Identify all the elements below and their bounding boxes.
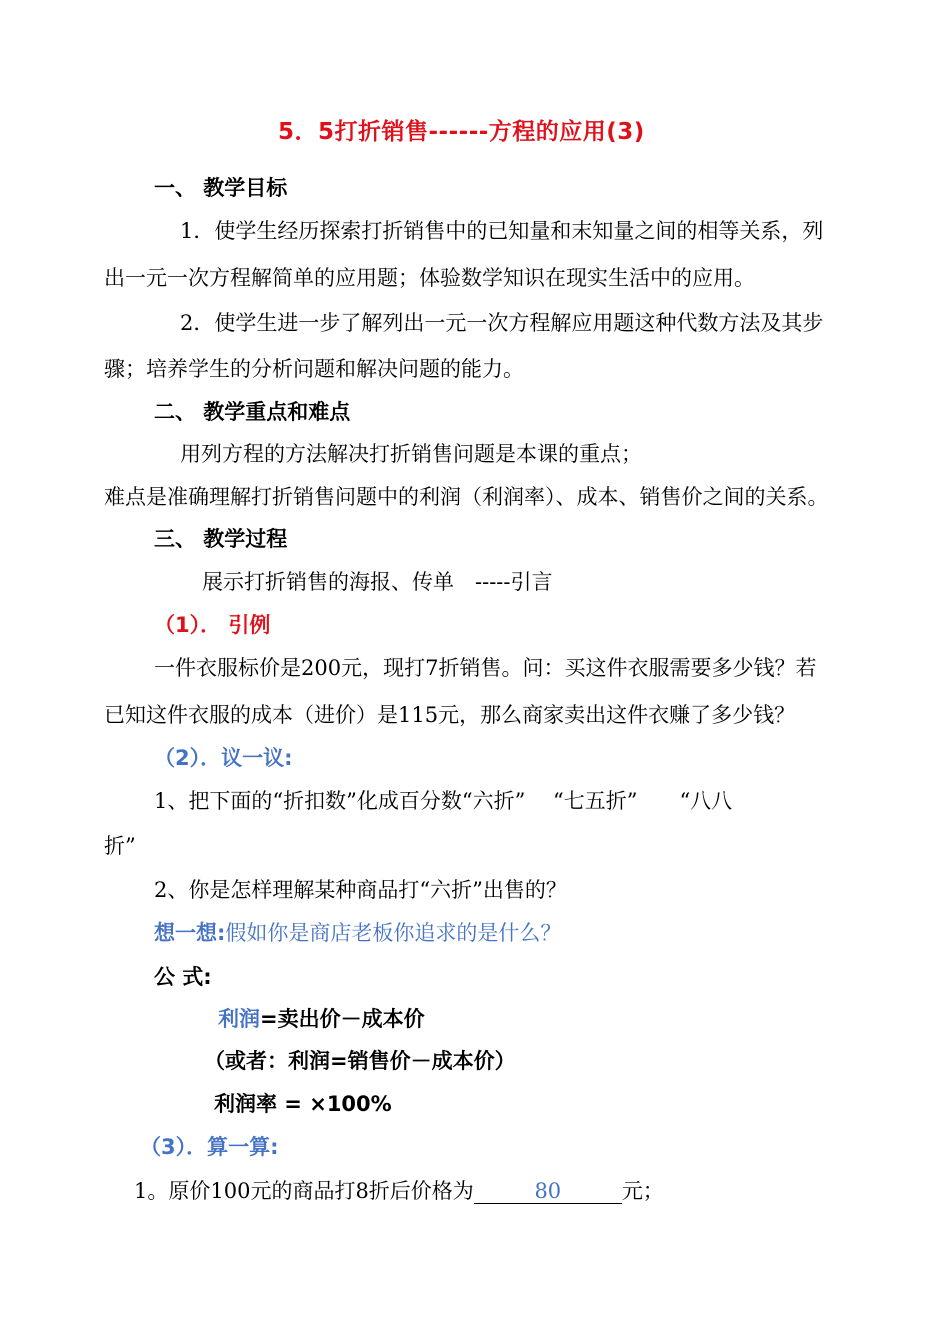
calc-question-1-unit: 元； (621, 1179, 664, 1203)
discuss-question-2: 2、你是怎样理解某种商品打“六折”出售的？ (154, 878, 567, 902)
formula-label: 公 式: (154, 965, 212, 989)
objective-1-line-2: 出一元一次方程解简单的应用题；体验数学知识在现实生活中的应用。 (104, 266, 755, 290)
discuss-heading: （2）．议一议: (154, 746, 293, 770)
calc-question-1-text: 1。原价100元的商品打8折后价格为 (134, 1179, 474, 1203)
formula-profit-expression: =卖出价－成本价 (260, 1007, 425, 1031)
objective-2-line-1: 2．使学生进一步了解列出一元一次方程解应用题这种代数方法及其步 (180, 311, 824, 335)
formula-profit-label: 利润 (218, 1007, 260, 1031)
discuss-question-1-line-2: 折” (104, 834, 136, 858)
formula-alternative: （或者：利润=销售价－成本价） (204, 1049, 516, 1073)
example-line-2: 已知这件衣服的成本（进价）是115元，那么商家卖出这件衣赚了多少钱？ (104, 703, 796, 727)
think-text: 假如你是商店老板你追求的是什么？ (225, 921, 562, 945)
page-title: 5．5打折销售------方程的应用(3) (278, 119, 645, 145)
difficulty-text: 难点是准确理解打折销售问题中的利润（利润率）、成本、销售价之间的关系。 (104, 485, 829, 509)
example-line-1: 一件衣服标价是200元，现打7折销售。问：买这件衣服需要多少钱？若 (154, 656, 817, 680)
section-heading-key-points: 二、 教学重点和难点 (154, 400, 351, 424)
section-heading-objectives: 一、 教学目标 (154, 176, 288, 200)
calc-answer-blank (474, 1179, 622, 1204)
objective-2-line-2: 骤；培养学生的分析问题和解决问题的能力。 (104, 357, 524, 381)
formula-profit-rate: 利润率 = ×100% (214, 1092, 392, 1116)
calc-question-1 (134, 1176, 664, 1206)
think-label: 想一想: (154, 921, 226, 945)
objective-1-line-1: 1．使学生经历探索打折销售中的已知量和末知量之间的相等关系，列 (180, 219, 824, 243)
discuss-question-1-line-1: 1、把下面的“折扣数”化成百分数“六折” “七五折” “八八 (154, 789, 733, 813)
section-heading-process: 三、 教学过程 (154, 527, 288, 551)
formula-profit-row (218, 1004, 425, 1034)
process-intro: 展示打折销售的海报、传单 -----引言 (202, 570, 553, 594)
calc-heading: （3）．算一算: (140, 1135, 279, 1159)
key-point-text: 用列方程的方法解决打折销售问题是本课的重点； (180, 442, 642, 466)
example-heading: （1）． 引例 (154, 613, 271, 637)
calc-answer-value: 80 (534, 1179, 562, 1203)
think-row (154, 918, 561, 948)
